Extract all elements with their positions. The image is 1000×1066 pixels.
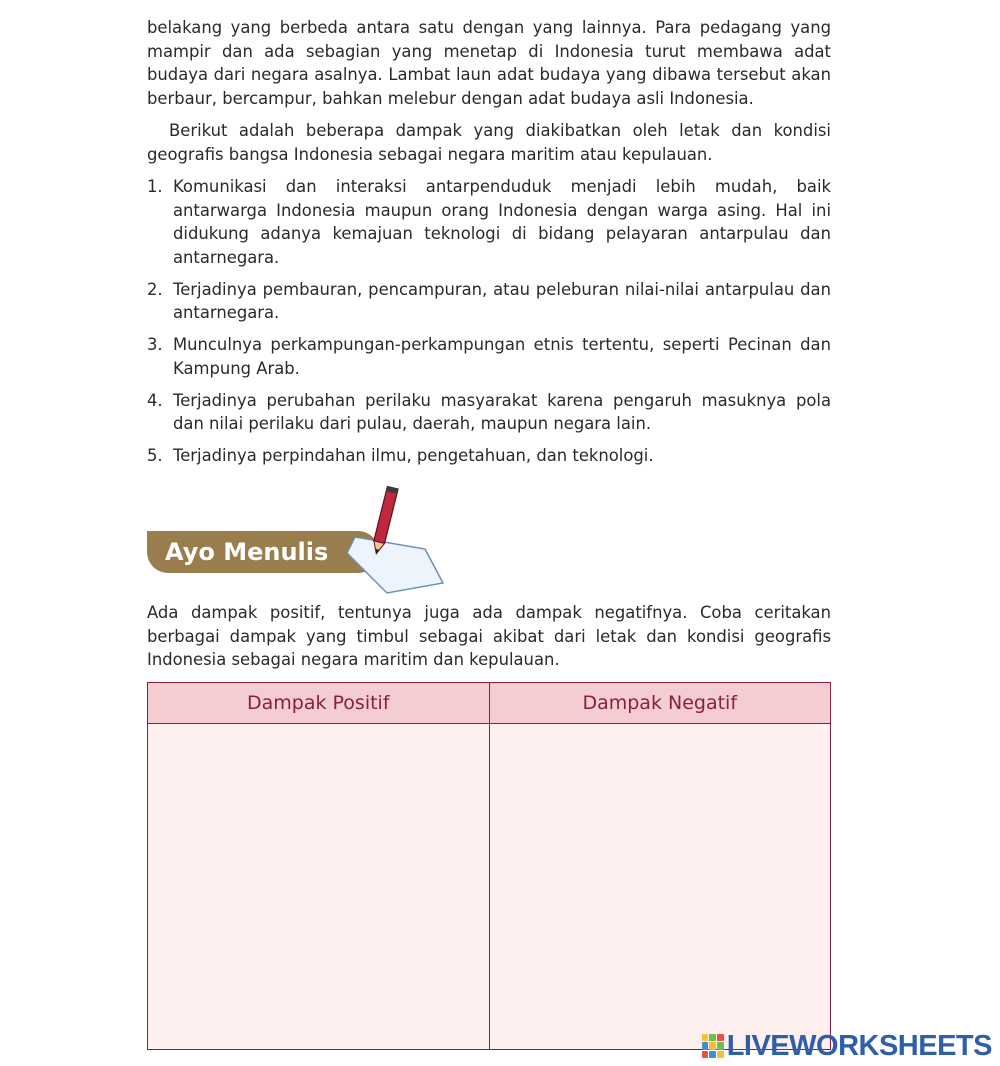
section-title: Ayo Menulis — [147, 531, 379, 573]
list-text: Terjadinya pembauran, pencampuran, atau peleburan nilai-nilai antarpulau dan antarnegara. — [173, 279, 831, 322]
list-item — [147, 278, 831, 325]
header-positive: Dampak Positif — [148, 683, 490, 724]
list-text: Munculnya perkampungan-perkampungan etnis tertentu, seperti Pecinan dan Kampung Arab. — [173, 335, 831, 378]
list-number: 5. — [147, 446, 163, 465]
list-number: 1. — [147, 177, 163, 196]
paragraph-2: Berikut adalah beberapa dampak yang diakibatkan oleh letak dan kondisi geografis bangsa Indonesia sebagai negara maritim atau kepulauan. — [147, 121, 831, 164]
section-header — [147, 485, 447, 595]
positive-answer-cell[interactable] — [148, 724, 490, 1050]
list-number: 3. — [147, 335, 163, 354]
list-item — [147, 389, 831, 436]
list-item — [147, 333, 831, 380]
list-item — [147, 444, 831, 468]
list-text: Terjadinya perubahan perilaku masyarakat karena pengaruh masuknya pola dan nilai perilaku dari pulau, daerah, maupun negara lain. — [173, 390, 831, 433]
list-text: Terjadinya perpindahan ilmu, pengetahuan, dan teknologi. — [173, 446, 654, 465]
paragraph-1: belakang yang berbeda antara satu dengan yang lainnya. Para pedagang yang mampir dan ada sebagian yang menetap di Indonesia turut membawa adat budaya dari negara asalnya. Lambat laun adat budaya yang dibawa tersebut akan berbaur, bercampur, bahkan melebur dengan adat budaya asli Indonesia. — [147, 18, 831, 108]
list-text: Komunikasi dan interaksi antarpenduduk menjadi lebih mudah, baik antarwarga Indonesia maupun orang Indonesia dengan warga asing. Hal ini didukung adanya kemajuan teknologi di bidang pelayaran antarpulau dan antarnegara. — [173, 177, 831, 267]
negative-answer-cell[interactable] — [489, 724, 831, 1050]
header-negative: Dampak Negatif — [489, 683, 831, 724]
section-intro: Ada dampak positif, tentunya juga ada dampak negatifnya. Coba ceritakan berbagai dampak yang timbul sebagai akibat dari letak dan kondisi geografis Indonesia sebagai negara maritim dan kepulauan. — [147, 603, 831, 669]
body-text — [147, 16, 831, 476]
list-number: 4. — [147, 390, 163, 410]
list-number: 2. — [147, 279, 163, 299]
table-row — [148, 724, 831, 1050]
logo-mark-icon — [702, 1034, 724, 1058]
table-header-row — [148, 683, 831, 724]
liveworksheets-logo — [702, 1031, 992, 1061]
impact-table — [147, 682, 831, 1050]
impact-list — [147, 175, 831, 468]
logo-text: LIVEWORKSHEETS — [726, 1029, 992, 1062]
pencil-paper-icon — [337, 485, 447, 595]
list-item — [147, 175, 831, 269]
